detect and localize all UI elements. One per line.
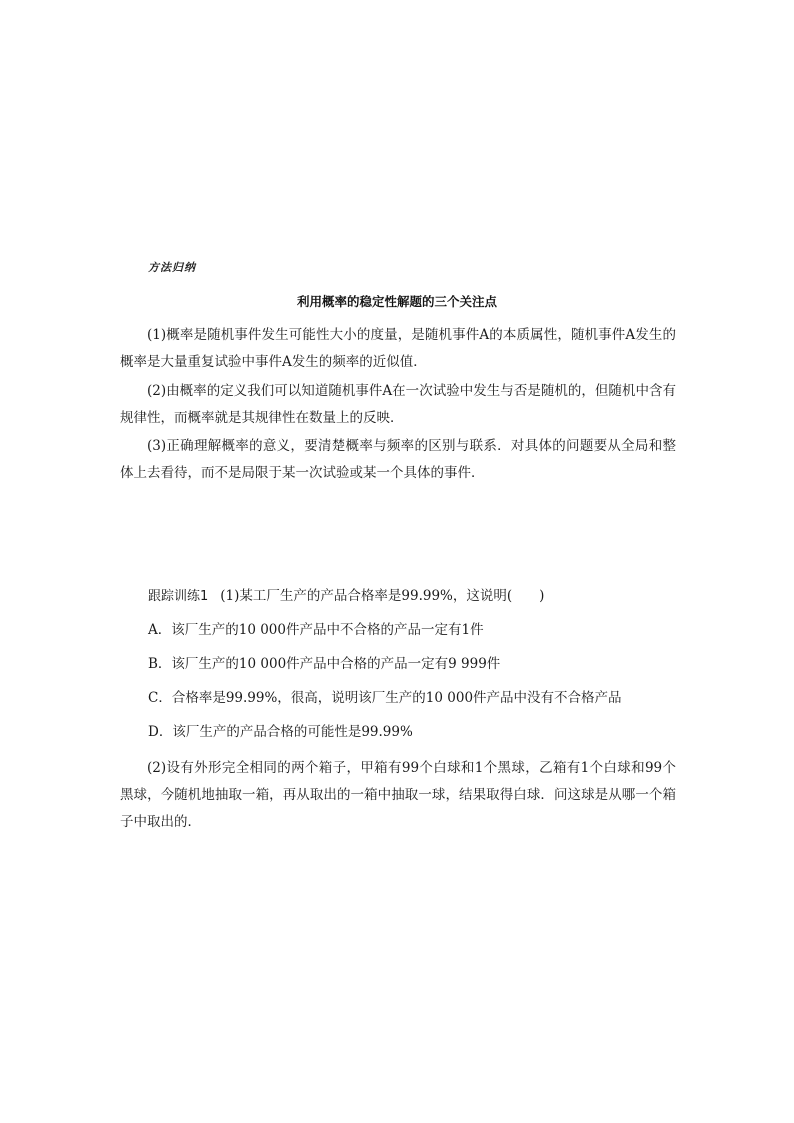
- option-a: A．该厂生产的10 000件产品中不合格的产品一定有1件: [148, 622, 484, 638]
- paragraph-3: (3)正确理解概率的意义，要清楚概率与频率的区别与联系．对具体的问题要从全局和整体上去看待，而不是局限于某一次试验或某一个具体的事件．: [120, 438, 676, 481]
- exercise-question-2: (2)设有外形完全相同的两个箱子，甲箱有99个白球和1个黑球，乙箱有1个白球和99个黑球，今随机地抽取一箱，再从取出的一箱中抽取一球，结果取得白球．问这球是从哪一个箱子中取出的．: [120, 760, 676, 830]
- paragraph-2: (2)由概率的定义我们可以知道随机事件A在一次试验中发生与否是随机的，但随机中含有规律性，而概率就是其规律性在数量上的反映．: [120, 383, 676, 426]
- section-title: 利用概率的稳定性解题的三个关注点: [296, 294, 497, 309]
- exercise-tag: 跟踪训练1: [148, 589, 209, 604]
- section-label: 方法归纳: [148, 261, 196, 274]
- exercise-heading: [148, 584, 544, 609]
- option-d: D．该厂生产的产品合格的可能性是99.99%: [148, 724, 413, 740]
- option-c: C．合格率是99.99%，很高，说明该厂生产的10 000件产品中没有不合格产品: [148, 690, 622, 706]
- paragraph-1: (1)概率是随机事件发生可能性大小的度量，是随机事件A的本质属性，随机事件A发生的概率是大量重复试验中事件A发生的频率的近似值．: [120, 327, 676, 370]
- exercise-question-1: (1)某工厂生产的产品合格率是99.99%，这说明( ): [220, 588, 545, 604]
- option-b: B．该厂生产的10 000件产品中合格的产品一定有9 999件: [148, 656, 501, 672]
